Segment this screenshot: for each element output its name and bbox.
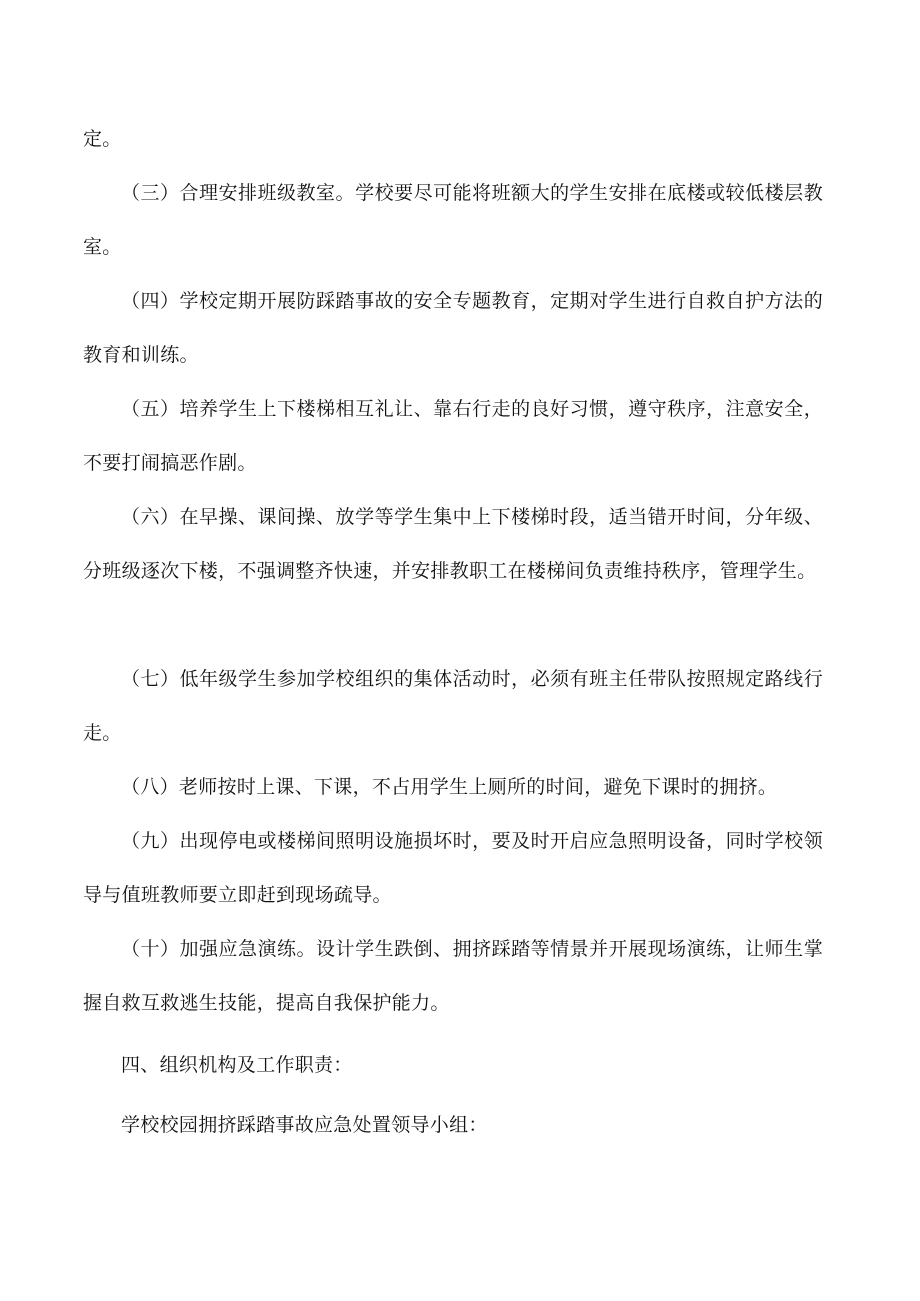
paragraph-item-4: （四）学校定期开展防踩踏事故的安全专题教育，定期对学生进行自救自护方法的教育和训练。 xyxy=(83,290,823,366)
section-heading: 四、组织机构及工作职责： xyxy=(121,1054,353,1076)
paragraph-continuation: 定。 xyxy=(83,128,122,150)
paragraph-item-10: （十）加强应急演练。设计学生跌倒、拥挤踩踏等情景并开展现场演练，让师生掌握自救互救逃生技能，提高自我保护能力。 xyxy=(83,938,823,1014)
paragraph-item-9: （九）出现停电或楼梯间照明设施损坏时，要及时开启应急照明设备，同时学校领导与值班教师要立即赶到现场疏导。 xyxy=(83,830,823,906)
paragraph-item-8: （八）老师按时上课、下课，不占用学生上厕所的时间，避免下课时的拥挤。 xyxy=(121,776,778,798)
paragraph-item-5: （五）培养学生上下楼梯相互礼让、靠右行走的良好习惯，遵守秩序，注意安全，不要打闹搞恶作剧。 xyxy=(83,398,823,474)
paragraph-item-7: （七）低年级学生参加学校组织的集体活动时，必须有班主任带队按照规定路线行走。 xyxy=(83,668,823,744)
paragraph-item-3: （三）合理安排班级教室。学校要尽可能将班额大的学生安排在底楼或较低楼层教室。 xyxy=(83,182,823,258)
subheading-leadership-group: 学校校园拥挤踩踏事故应急处置领导小组： xyxy=(121,1114,488,1136)
paragraph-item-6: （六）在早操、课间操、放学等学生集中上下楼梯时段，适当错开时间，分年级、分班级逐次下楼，不强调整齐快速，并安排教职工在楼梯间负责维持秩序，管理学生。 xyxy=(83,506,823,582)
